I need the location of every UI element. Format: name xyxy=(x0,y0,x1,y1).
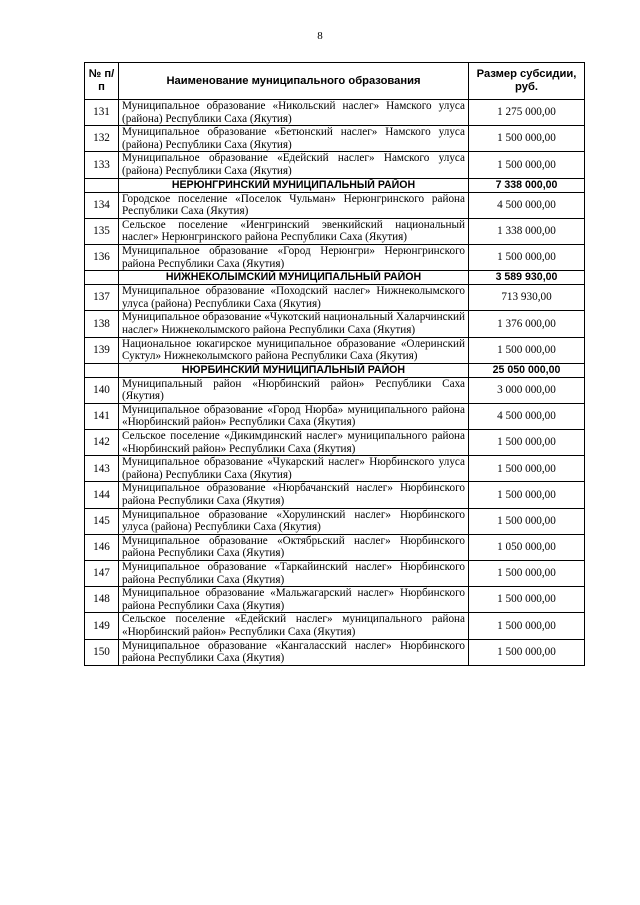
subsidy-amount: 713 930,00 xyxy=(469,285,585,311)
page-number: 8 xyxy=(317,30,323,42)
table-row xyxy=(85,587,585,613)
municipality-name: Муниципальное образование «Таркайинский наслег» Нюрбинского района Республики Саха (Якутия) xyxy=(119,561,469,587)
row-number: 142 xyxy=(85,430,119,456)
subsidy-amount: 1 500 000,00 xyxy=(469,430,585,456)
subsidy-amount: 4 500 000,00 xyxy=(469,403,585,429)
row-number: 150 xyxy=(85,639,119,665)
subsidy-amount: 1 500 000,00 xyxy=(469,337,585,363)
district-total-amount: 3 589 930,00 xyxy=(469,271,585,285)
municipality-name: Муниципальное образование «Октябрьский наслег» Нюрбинского района Республики Саха (Якутия) xyxy=(119,534,469,560)
table-row xyxy=(85,285,585,311)
table-row xyxy=(85,613,585,639)
table-header-row xyxy=(85,63,585,100)
municipality-name: Сельское поселение «Едейский наслег» муниципального района «Нюрбинский район» Республики Саха (Якутия) xyxy=(119,613,469,639)
row-number: 131 xyxy=(85,100,119,126)
subsidy-amount: 1 500 000,00 xyxy=(469,152,585,178)
table-row xyxy=(85,430,585,456)
subsidy-amount: 1 338 000,00 xyxy=(469,218,585,244)
municipality-name: Муниципальное образование «Едейский наслег» Намского улуса (района) Республики Саха (Якутия) xyxy=(119,152,469,178)
municipality-name: Муниципальное образование «Хорулинский наслег» Нюрбинского улуса (района) Республики Саха (Якутия) xyxy=(119,508,469,534)
row-number: 141 xyxy=(85,403,119,429)
municipality-name: Национальное юкагирское муниципальное образование «Олеринский Суктул» Нижнеколымского района Республики Саха (Якутия) xyxy=(119,337,469,363)
municipality-name: Муниципальное образование «Бетюнский наслег» Намского улуса (района) Республики Саха (Якутия) xyxy=(119,126,469,152)
table-row xyxy=(85,534,585,560)
row-number: 139 xyxy=(85,337,119,363)
district-name: НЮРБИНСКИЙ МУНИЦИПАЛЬНЫЙ РАЙОН xyxy=(119,363,469,377)
subsidy-table xyxy=(84,62,585,666)
subsidy-amount: 1 500 000,00 xyxy=(469,639,585,665)
row-number: 143 xyxy=(85,456,119,482)
table-body xyxy=(85,100,585,666)
header-number: № п/п xyxy=(85,63,119,100)
row-number: 140 xyxy=(85,377,119,403)
table-row xyxy=(85,561,585,587)
table-row xyxy=(85,403,585,429)
table-row xyxy=(85,337,585,363)
row-number xyxy=(85,178,119,192)
row-number: 146 xyxy=(85,534,119,560)
row-number: 135 xyxy=(85,218,119,244)
row-number: 148 xyxy=(85,587,119,613)
table-row xyxy=(85,244,585,270)
row-number xyxy=(85,363,119,377)
municipality-name: Сельское поселение «Иенгринский эвенкийский национальный наслег» Нерюнгринского района Республики Саха (Якутия) xyxy=(119,218,469,244)
table-row xyxy=(85,482,585,508)
municipality-name: Муниципальный район «Нюрбинский район» Республики Саха (Якутия) xyxy=(119,377,469,403)
row-number: 136 xyxy=(85,244,119,270)
municipality-name: Муниципальное образование «Чукарский наслег» Нюрбинского улуса (района) Республики Саха (Якутия) xyxy=(119,456,469,482)
row-number: 134 xyxy=(85,192,119,218)
subsidy-amount: 1 500 000,00 xyxy=(469,482,585,508)
table-row xyxy=(85,508,585,534)
row-number: 138 xyxy=(85,311,119,337)
subsidy-amount: 3 000 000,00 xyxy=(469,377,585,403)
subsidy-amount: 1 500 000,00 xyxy=(469,613,585,639)
table-row xyxy=(85,377,585,403)
row-number: 149 xyxy=(85,613,119,639)
district-name: НИЖНЕКОЛЫМСКИЙ МУНИЦИПАЛЬНЫЙ РАЙОН xyxy=(119,271,469,285)
subsidy-amount: 1 500 000,00 xyxy=(469,244,585,270)
subsidy-amount: 1 500 000,00 xyxy=(469,126,585,152)
row-number: 133 xyxy=(85,152,119,178)
subsidy-amount: 1 500 000,00 xyxy=(469,587,585,613)
district-total-row xyxy=(85,363,585,377)
district-total-row xyxy=(85,178,585,192)
table-row xyxy=(85,192,585,218)
municipality-name: Сельское поселение «Дикимдинский наслег» муниципального района «Нюрбинский район» Республики Саха (Якутия) xyxy=(119,430,469,456)
row-number: 147 xyxy=(85,561,119,587)
header-municipality-name: Наименование муниципального образования xyxy=(119,63,469,100)
district-name: НЕРЮНГРИНСКИЙ МУНИЦИПАЛЬНЫЙ РАЙОН xyxy=(119,178,469,192)
municipality-name: Муниципальное образование «Походский наслег» Нижнеколымского улуса (района) Республики Саха (Якутия) xyxy=(119,285,469,311)
subsidy-amount: 1 275 000,00 xyxy=(469,100,585,126)
district-total-amount: 7 338 000,00 xyxy=(469,178,585,192)
district-total-amount: 25 050 000,00 xyxy=(469,363,585,377)
district-total-row xyxy=(85,271,585,285)
subsidy-amount: 1 500 000,00 xyxy=(469,561,585,587)
subsidy-amount: 1 050 000,00 xyxy=(469,534,585,560)
table-row xyxy=(85,311,585,337)
table-row xyxy=(85,639,585,665)
row-number: 145 xyxy=(85,508,119,534)
municipality-name: Муниципальное образование «Город Нюрба» муниципального района «Нюрбинский район» Республики Саха (Якутия) xyxy=(119,403,469,429)
row-number: 132 xyxy=(85,126,119,152)
municipality-name: Муниципальное образование «Город Нерюнгри» Нерюнгринского района Республики Саха (Якутия) xyxy=(119,244,469,270)
subsidy-amount: 1 500 000,00 xyxy=(469,508,585,534)
row-number: 144 xyxy=(85,482,119,508)
row-number: 137 xyxy=(85,285,119,311)
subsidy-amount: 1 500 000,00 xyxy=(469,456,585,482)
row-number xyxy=(85,271,119,285)
subsidy-amount: 1 376 000,00 xyxy=(469,311,585,337)
table-row xyxy=(85,126,585,152)
table-row xyxy=(85,218,585,244)
municipality-name: Муниципальное образование «Никольский наслег» Намского улуса (района) Республики Саха (Якутия) xyxy=(119,100,469,126)
municipality-name: Муниципальное образование «Мальжагарский наслег» Нюрбинского района Республики Саха (Якутия) xyxy=(119,587,469,613)
header-subsidy-amount: Размер субсидии, руб. xyxy=(469,63,585,100)
table-row xyxy=(85,100,585,126)
subsidy-amount: 4 500 000,00 xyxy=(469,192,585,218)
municipality-name: Муниципальное образование «Нюрбачанский наслег» Нюрбинского района Республики Саха (Якутия) xyxy=(119,482,469,508)
table-row xyxy=(85,152,585,178)
municipality-name: Городское поселение «Поселок Чульман» Нерюнгринского района Республики Саха (Якутия) xyxy=(119,192,469,218)
table-row xyxy=(85,456,585,482)
municipality-name: Муниципальное образование «Чукотский национальный Халарчинский наслег» Нижнеколымского района Республики Саха (Якутия) xyxy=(119,311,469,337)
municipality-name: Муниципальное образование «Кангаласский наслег» Нюрбинского района Республики Саха (Якутия) xyxy=(119,639,469,665)
